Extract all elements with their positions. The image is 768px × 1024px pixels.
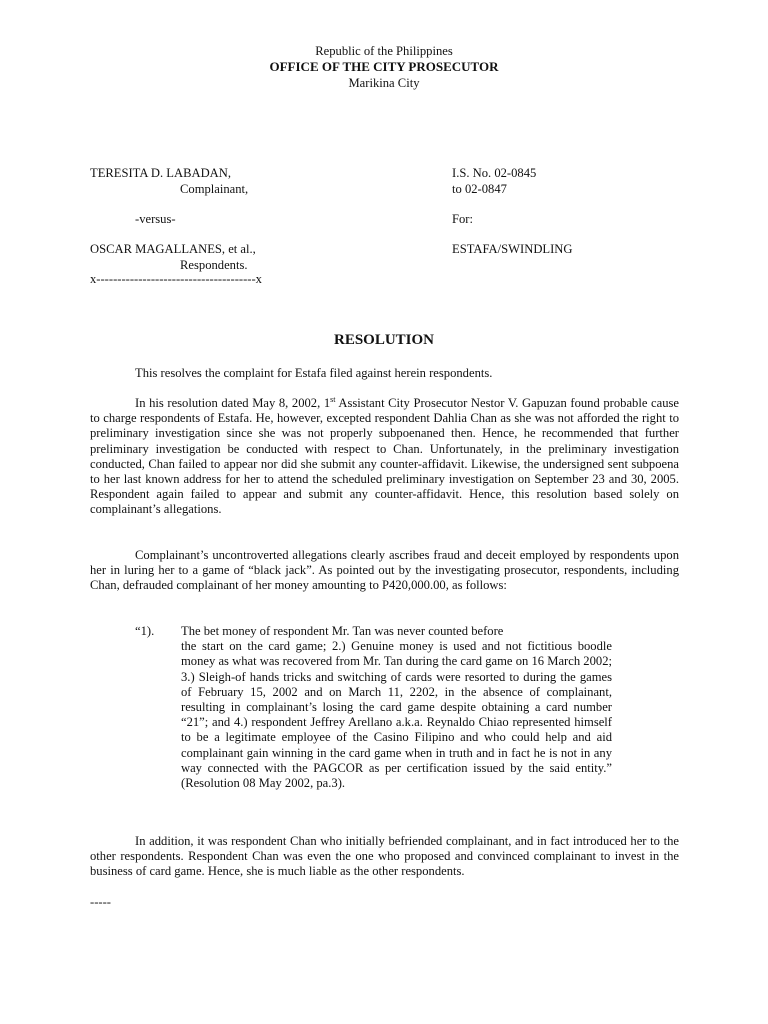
complainant-name: TERESITA D. LABADAN, [90, 166, 232, 180]
paragraph-background [90, 396, 679, 518]
quote-number: “1). [135, 624, 155, 638]
respondent-name: OSCAR MAGALLANES, et al., [90, 242, 256, 256]
caption-separator: x--------------------------------------x [90, 272, 262, 286]
for-label: For: [452, 212, 473, 226]
paragraph-addition: In addition, it was respondent Chan who initially befriended complainant, and in fact introduced her to the other respondents. Respondent Chan was even the one who proposed and convinced complainant to invest in the business of card game. Hence, she is much liable as the other respondents. [90, 834, 679, 879]
paragraph-intro: This resolves the complaint for Estafa filed against herein respondents. [135, 366, 493, 380]
ordinal-suffix: st [330, 394, 336, 404]
quoted-body: the start on the card game; 2.) Genuine money is used and not fictitious boodle money as what was recovered from Mr. Tan during the card game on 16 March 2002; 3.) Sleigh-of hands tricks and switching of cards were resorted to during the games of February 15, 2002 and on March 11, 2202, in the absence of complainant, resulting in complainant’s losing the card game despite obtaining a card number “21”; and 4.) respondent Jeffrey Arellano a.k.a. Reynaldo Chiao represented himself to be a legitimate employee of the Casino Filipino and who could help and aid complainant gain winning in the card game when in truth and in fact he is not in any way connected with the PAGCOR as per certification issued by the said entity.” (Resolution 08 May 2002, pa.3). [181, 639, 612, 791]
case-number-line2: to 02-0847 [452, 182, 507, 196]
versus-label: -versus- [135, 212, 176, 226]
complainant-role: Complainant, [180, 182, 249, 196]
case-number-line1: I.S. No. 02-0845 [452, 166, 537, 180]
offense-label: ESTAFA/SWINDLING [452, 242, 573, 256]
paragraph-background-rest: Assistant City Prosecutor Nestor V. Gapuzan found probable cause to charge respondents of Estafa. He, however, excepted respondent Dahlia Chan as she was not afforded the right to preliminary investigation since she was not properly subpoenaned then. Hence, he recommended that further preliminary investigation be conducted with respect to Chan. Unfortunately, in the preliminary investigation conducted, Chan failed to appear nor did she submit any counter-affidavit. Likewise, the undersigned sent subpoena to her last known address for her to attend the scheduled preliminary investigation on September 23 and 30, 2005. Respondent again failed to appear and submit any counter-affidavit. Hence, this resolution based solely on complainant’s allegations. [90, 396, 679, 517]
resolution-title: RESOLUTION [333, 332, 435, 348]
paragraph-background-start: In his resolution dated May 8, 2002, 1 [135, 396, 331, 410]
paragraph-allegations: Complainant’s uncontroverted allegations clearly ascribes fraud and deceit employed by respondents upon her in luring her to a game of “black jack”. As pointed out by the investigating prosecutor, respondents, including Chan, defrauded complainant of her money amounting to P420,000.00, as follows: [90, 548, 679, 593]
quoted-resolution [181, 624, 612, 791]
city-line: Marikina City [348, 76, 420, 90]
page-trailer: ----- [90, 895, 111, 909]
office-line: OFFICE OF THE CITY PROSECUTOR [269, 59, 499, 74]
republic-line: Republic of the Philippines [315, 44, 453, 58]
document-header [0, 43, 768, 91]
quoted-first-line: The bet money of respondent Mr. Tan was never counted before [181, 624, 504, 638]
respondent-role: Respondents. [180, 258, 248, 272]
